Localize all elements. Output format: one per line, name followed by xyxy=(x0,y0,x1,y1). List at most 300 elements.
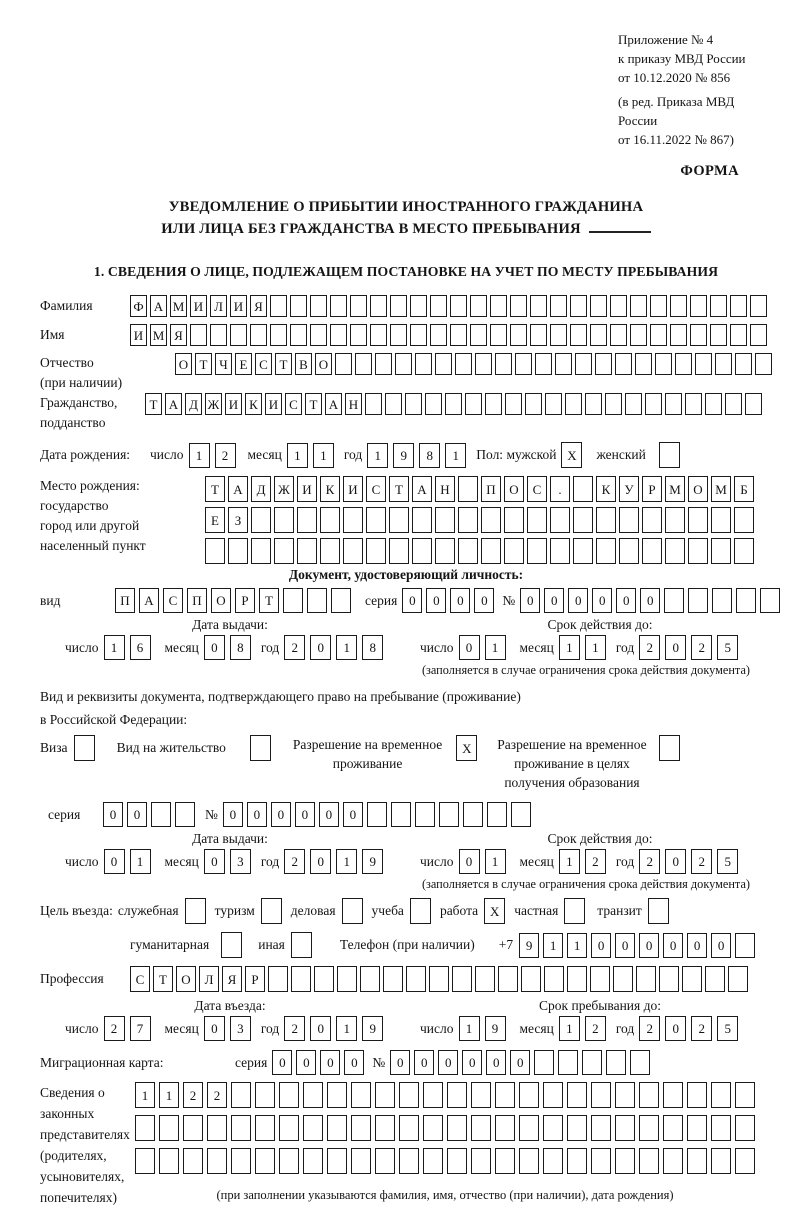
doc-valid-year[interactable] xyxy=(639,635,738,660)
char-cell[interactable]: 1 xyxy=(313,443,334,468)
purpose-private-checkbox[interactable] xyxy=(564,898,585,924)
char-cell[interactable] xyxy=(342,898,363,924)
char-cell[interactable]: О xyxy=(688,476,708,502)
migration-series-cells[interactable] xyxy=(272,1050,364,1075)
char-cell[interactable] xyxy=(543,1115,563,1141)
char-cell[interactable]: 0 xyxy=(204,1016,225,1041)
char-cell[interactable] xyxy=(690,324,707,346)
surname-cells[interactable] xyxy=(130,295,767,317)
char-cell[interactable] xyxy=(665,393,682,415)
char-cell[interactable]: 1 xyxy=(336,1016,357,1041)
birth-place-cells-row1[interactable] xyxy=(205,476,754,502)
char-cell[interactable] xyxy=(410,898,431,924)
char-cell[interactable] xyxy=(135,1115,155,1141)
char-cell[interactable] xyxy=(735,933,755,958)
char-cell[interactable] xyxy=(452,966,472,992)
char-cell[interactable]: С xyxy=(255,353,272,375)
char-cell[interactable] xyxy=(504,507,524,533)
char-cell[interactable] xyxy=(343,538,363,564)
char-cell[interactable] xyxy=(675,353,692,375)
char-cell[interactable] xyxy=(327,1148,347,1174)
char-cell[interactable] xyxy=(595,353,612,375)
char-cell[interactable] xyxy=(535,353,552,375)
char-cell[interactable] xyxy=(274,507,294,533)
char-cell[interactable]: 0 xyxy=(639,933,659,958)
char-cell[interactable] xyxy=(390,295,407,317)
char-cell[interactable]: 0 xyxy=(510,1050,530,1075)
char-cell[interactable]: 0 xyxy=(204,635,225,660)
char-cell[interactable] xyxy=(290,324,307,346)
char-cell[interactable] xyxy=(251,538,271,564)
birth-place-cells-row2[interactable] xyxy=(205,507,754,533)
char-cell[interactable] xyxy=(527,538,547,564)
char-cell[interactable] xyxy=(250,324,267,346)
char-cell[interactable] xyxy=(343,507,363,533)
char-cell[interactable] xyxy=(665,538,685,564)
char-cell[interactable]: 1 xyxy=(189,443,210,468)
char-cell[interactable] xyxy=(207,1115,227,1141)
char-cell[interactable] xyxy=(320,538,340,564)
char-cell[interactable] xyxy=(430,324,447,346)
char-cell[interactable] xyxy=(630,1050,650,1075)
char-cell[interactable]: 0 xyxy=(390,1050,410,1075)
char-cell[interactable] xyxy=(590,324,607,346)
char-cell[interactable] xyxy=(619,538,639,564)
char-cell[interactable] xyxy=(688,588,708,613)
char-cell[interactable]: 0 xyxy=(295,802,315,827)
char-cell[interactable] xyxy=(471,1082,491,1108)
char-cell[interactable] xyxy=(458,476,478,502)
char-cell[interactable] xyxy=(279,1115,299,1141)
char-cell[interactable]: 1 xyxy=(159,1082,179,1108)
char-cell[interactable] xyxy=(481,538,501,564)
char-cell[interactable] xyxy=(221,932,242,958)
char-cell[interactable] xyxy=(389,538,409,564)
char-cell[interactable] xyxy=(74,735,95,761)
char-cell[interactable] xyxy=(423,1115,443,1141)
char-cell[interactable] xyxy=(485,393,502,415)
char-cell[interactable] xyxy=(687,1082,707,1108)
purpose-work-checkbox[interactable] xyxy=(484,898,505,924)
char-cell[interactable] xyxy=(183,1115,203,1141)
char-cell[interactable] xyxy=(481,507,501,533)
char-cell[interactable]: З xyxy=(228,507,248,533)
char-cell[interactable]: И xyxy=(130,324,147,346)
purpose-tourism-checkbox[interactable] xyxy=(261,898,282,924)
purpose-transit-checkbox[interactable] xyxy=(648,898,669,924)
char-cell[interactable] xyxy=(159,1115,179,1141)
char-cell[interactable]: О xyxy=(504,476,524,502)
char-cell[interactable]: 1 xyxy=(559,849,580,874)
char-cell[interactable] xyxy=(423,1148,443,1174)
char-cell[interactable] xyxy=(735,353,752,375)
edu-residence-checkbox[interactable] xyxy=(659,735,680,761)
char-cell[interactable] xyxy=(710,295,727,317)
char-cell[interactable] xyxy=(291,932,312,958)
char-cell[interactable] xyxy=(399,1082,419,1108)
char-cell[interactable]: 2 xyxy=(691,849,712,874)
char-cell[interactable] xyxy=(251,507,271,533)
char-cell[interactable] xyxy=(250,735,271,761)
char-cell[interactable]: О xyxy=(315,353,332,375)
char-cell[interactable] xyxy=(391,802,411,827)
char-cell[interactable] xyxy=(663,1148,683,1174)
char-cell[interactable] xyxy=(303,1115,323,1141)
doc-series-cells[interactable] xyxy=(402,588,494,613)
char-cell[interactable]: 0 xyxy=(414,1050,434,1075)
purpose-business-checkbox[interactable] xyxy=(342,898,363,924)
char-cell[interactable]: 0 xyxy=(272,1050,292,1075)
char-cell[interactable] xyxy=(429,966,449,992)
char-cell[interactable] xyxy=(567,1082,587,1108)
char-cell[interactable] xyxy=(639,1148,659,1174)
char-cell[interactable]: 0 xyxy=(486,1050,506,1075)
char-cell[interactable] xyxy=(655,353,672,375)
char-cell[interactable]: 0 xyxy=(104,849,125,874)
char-cell[interactable] xyxy=(463,802,483,827)
char-cell[interactable] xyxy=(688,538,708,564)
char-cell[interactable]: 9 xyxy=(362,1016,383,1041)
char-cell[interactable]: О xyxy=(211,588,231,613)
char-cell[interactable] xyxy=(439,802,459,827)
char-cell[interactable] xyxy=(534,1050,554,1075)
char-cell[interactable] xyxy=(558,1050,578,1075)
char-cell[interactable] xyxy=(370,324,387,346)
char-cell[interactable]: 0 xyxy=(663,933,683,958)
char-cell[interactable] xyxy=(504,538,524,564)
char-cell[interactable] xyxy=(470,295,487,317)
char-cell[interactable]: 0 xyxy=(127,802,147,827)
char-cell[interactable]: 1 xyxy=(567,933,587,958)
char-cell[interactable] xyxy=(663,1082,683,1108)
char-cell[interactable]: 2 xyxy=(585,849,606,874)
char-cell[interactable]: 5 xyxy=(717,849,738,874)
char-cell[interactable] xyxy=(351,1082,371,1108)
char-cell[interactable] xyxy=(370,295,387,317)
char-cell[interactable] xyxy=(205,538,225,564)
entry-day[interactable] xyxy=(104,1016,151,1041)
char-cell[interactable]: Л xyxy=(199,966,219,992)
char-cell[interactable]: О xyxy=(176,966,196,992)
char-cell[interactable] xyxy=(327,1082,347,1108)
doc-valid-day[interactable] xyxy=(459,635,506,660)
char-cell[interactable]: М xyxy=(711,476,731,502)
char-cell[interactable] xyxy=(735,1082,755,1108)
char-cell[interactable]: Б xyxy=(734,476,754,502)
char-cell[interactable] xyxy=(648,898,669,924)
residence-issue-month[interactable] xyxy=(204,849,251,874)
stay-month[interactable] xyxy=(559,1016,606,1041)
char-cell[interactable]: У xyxy=(619,476,639,502)
char-cell[interactable] xyxy=(711,507,731,533)
char-cell[interactable] xyxy=(596,507,616,533)
char-cell[interactable] xyxy=(735,1115,755,1141)
char-cell[interactable]: 9 xyxy=(362,849,383,874)
char-cell[interactable] xyxy=(750,324,767,346)
char-cell[interactable]: 0 xyxy=(615,933,635,958)
char-cell[interactable]: 0 xyxy=(665,1016,686,1041)
char-cell[interactable] xyxy=(405,393,422,415)
char-cell[interactable]: X xyxy=(456,735,477,761)
char-cell[interactable] xyxy=(613,966,633,992)
char-cell[interactable]: 0 xyxy=(319,802,339,827)
char-cell[interactable]: А xyxy=(139,588,159,613)
char-cell[interactable] xyxy=(590,966,610,992)
char-cell[interactable]: 2 xyxy=(183,1082,203,1108)
char-cell[interactable]: 0 xyxy=(592,588,612,613)
char-cell[interactable] xyxy=(596,538,616,564)
char-cell[interactable]: Я xyxy=(222,966,242,992)
char-cell[interactable] xyxy=(610,324,627,346)
char-cell[interactable] xyxy=(375,353,392,375)
char-cell[interactable]: Т xyxy=(389,476,409,502)
char-cell[interactable] xyxy=(412,507,432,533)
char-cell[interactable]: С xyxy=(527,476,547,502)
char-cell[interactable]: Л xyxy=(210,295,227,317)
char-cell[interactable] xyxy=(327,1115,347,1141)
char-cell[interactable] xyxy=(510,295,527,317)
char-cell[interactable] xyxy=(399,1148,419,1174)
char-cell[interactable]: 0 xyxy=(310,635,331,660)
char-cell[interactable] xyxy=(375,1082,395,1108)
char-cell[interactable] xyxy=(567,1115,587,1141)
char-cell[interactable]: 9 xyxy=(519,933,539,958)
char-cell[interactable]: 1 xyxy=(104,635,125,660)
char-cell[interactable] xyxy=(279,1148,299,1174)
char-cell[interactable] xyxy=(705,393,722,415)
char-cell[interactable] xyxy=(389,507,409,533)
char-cell[interactable]: Я xyxy=(250,295,267,317)
char-cell[interactable]: 9 xyxy=(393,443,414,468)
char-cell[interactable]: Ч xyxy=(215,353,232,375)
char-cell[interactable] xyxy=(545,393,562,415)
char-cell[interactable]: 0 xyxy=(665,635,686,660)
char-cell[interactable] xyxy=(573,538,593,564)
char-cell[interactable]: Т xyxy=(259,588,279,613)
char-cell[interactable] xyxy=(590,295,607,317)
doc-issue-year[interactable] xyxy=(284,635,383,660)
char-cell[interactable]: А xyxy=(228,476,248,502)
char-cell[interactable]: И xyxy=(297,476,317,502)
char-cell[interactable]: Д xyxy=(185,393,202,415)
char-cell[interactable]: Н xyxy=(435,476,455,502)
char-cell[interactable] xyxy=(283,588,303,613)
char-cell[interactable] xyxy=(519,1082,539,1108)
char-cell[interactable] xyxy=(570,324,587,346)
residence-valid-month[interactable] xyxy=(559,849,606,874)
char-cell[interactable]: 0 xyxy=(711,933,731,958)
char-cell[interactable] xyxy=(715,353,732,375)
char-cell[interactable]: М xyxy=(170,295,187,317)
char-cell[interactable]: П xyxy=(187,588,207,613)
char-cell[interactable] xyxy=(351,1148,371,1174)
char-cell[interactable] xyxy=(688,507,708,533)
char-cell[interactable]: Е xyxy=(235,353,252,375)
char-cell[interactable] xyxy=(230,324,247,346)
char-cell[interactable] xyxy=(519,1148,539,1174)
char-cell[interactable] xyxy=(395,353,412,375)
char-cell[interactable] xyxy=(490,295,507,317)
char-cell[interactable] xyxy=(495,353,512,375)
char-cell[interactable]: 2 xyxy=(585,1016,606,1041)
char-cell[interactable]: 2 xyxy=(284,635,305,660)
char-cell[interactable]: 1 xyxy=(336,635,357,660)
char-cell[interactable] xyxy=(159,1148,179,1174)
representatives-cells-row2[interactable] xyxy=(135,1115,755,1141)
residence-issue-year[interactable] xyxy=(284,849,383,874)
char-cell[interactable] xyxy=(712,588,732,613)
char-cell[interactable] xyxy=(335,353,352,375)
char-cell[interactable]: 0 xyxy=(520,588,540,613)
char-cell[interactable] xyxy=(228,538,248,564)
char-cell[interactable] xyxy=(399,1115,419,1141)
char-cell[interactable] xyxy=(415,802,435,827)
char-cell[interactable] xyxy=(495,1115,515,1141)
char-cell[interactable]: 1 xyxy=(367,443,388,468)
char-cell[interactable]: 2 xyxy=(691,635,712,660)
char-cell[interactable] xyxy=(519,1115,539,1141)
residence-permit-checkbox[interactable] xyxy=(250,735,271,761)
char-cell[interactable] xyxy=(615,1082,635,1108)
char-cell[interactable]: 0 xyxy=(204,849,225,874)
char-cell[interactable] xyxy=(639,1115,659,1141)
char-cell[interactable]: 0 xyxy=(426,588,446,613)
char-cell[interactable] xyxy=(659,966,679,992)
char-cell[interactable] xyxy=(366,538,386,564)
char-cell[interactable] xyxy=(591,1082,611,1108)
char-cell[interactable] xyxy=(728,966,748,992)
char-cell[interactable]: Ф xyxy=(130,295,147,317)
char-cell[interactable] xyxy=(665,507,685,533)
char-cell[interactable] xyxy=(425,393,442,415)
char-cell[interactable] xyxy=(375,1148,395,1174)
char-cell[interactable] xyxy=(310,295,327,317)
char-cell[interactable] xyxy=(530,324,547,346)
birth-year-cells[interactable] xyxy=(367,443,466,468)
doc-issue-month[interactable] xyxy=(204,635,251,660)
residence-issue-day[interactable] xyxy=(104,849,151,874)
char-cell[interactable] xyxy=(650,295,667,317)
char-cell[interactable]: М xyxy=(150,324,167,346)
char-cell[interactable] xyxy=(670,324,687,346)
char-cell[interactable]: Р xyxy=(235,588,255,613)
char-cell[interactable] xyxy=(423,1082,443,1108)
char-cell[interactable] xyxy=(455,353,472,375)
char-cell[interactable]: 2 xyxy=(639,849,660,874)
char-cell[interactable] xyxy=(615,1148,635,1174)
char-cell[interactable]: 0 xyxy=(474,588,494,613)
char-cell[interactable] xyxy=(270,295,287,317)
char-cell[interactable] xyxy=(135,1148,155,1174)
char-cell[interactable] xyxy=(573,507,593,533)
char-cell[interactable] xyxy=(635,353,652,375)
char-cell[interactable] xyxy=(279,1082,299,1108)
char-cell[interactable] xyxy=(366,507,386,533)
char-cell[interactable] xyxy=(450,295,467,317)
char-cell[interactable] xyxy=(495,1148,515,1174)
char-cell[interactable] xyxy=(711,1148,731,1174)
char-cell[interactable]: А xyxy=(412,476,432,502)
char-cell[interactable] xyxy=(385,393,402,415)
char-cell[interactable] xyxy=(297,507,317,533)
char-cell[interactable]: Д xyxy=(251,476,271,502)
char-cell[interactable]: 0 xyxy=(568,588,588,613)
char-cell[interactable] xyxy=(175,802,195,827)
char-cell[interactable] xyxy=(475,353,492,375)
char-cell[interactable]: 2 xyxy=(207,1082,227,1108)
char-cell[interactable]: П xyxy=(115,588,135,613)
char-cell[interactable]: М xyxy=(665,476,685,502)
purpose-official-checkbox[interactable] xyxy=(185,898,206,924)
char-cell[interactable] xyxy=(270,324,287,346)
char-cell[interactable]: 1 xyxy=(445,443,466,468)
char-cell[interactable] xyxy=(412,538,432,564)
char-cell[interactable]: 0 xyxy=(687,933,707,958)
char-cell[interactable] xyxy=(487,802,507,827)
char-cell[interactable] xyxy=(471,1115,491,1141)
char-cell[interactable] xyxy=(636,966,656,992)
char-cell[interactable] xyxy=(447,1115,467,1141)
char-cell[interactable] xyxy=(458,538,478,564)
char-cell[interactable] xyxy=(367,802,387,827)
doc-number-cells[interactable] xyxy=(520,588,780,613)
char-cell[interactable]: Т xyxy=(205,476,225,502)
char-cell[interactable]: 0 xyxy=(640,588,660,613)
char-cell[interactable]: 0 xyxy=(462,1050,482,1075)
char-cell[interactable]: Е xyxy=(205,507,225,533)
char-cell[interactable]: 0 xyxy=(320,1050,340,1075)
phone-cells[interactable] xyxy=(519,933,755,958)
char-cell[interactable]: 0 xyxy=(665,849,686,874)
char-cell[interactable] xyxy=(268,966,288,992)
entry-year[interactable] xyxy=(284,1016,383,1041)
char-cell[interactable] xyxy=(695,353,712,375)
char-cell[interactable]: Т xyxy=(195,353,212,375)
char-cell[interactable] xyxy=(570,295,587,317)
char-cell[interactable] xyxy=(430,295,447,317)
char-cell[interactable]: О xyxy=(175,353,192,375)
char-cell[interactable] xyxy=(663,1115,683,1141)
char-cell[interactable] xyxy=(710,324,727,346)
char-cell[interactable] xyxy=(231,1082,251,1108)
char-cell[interactable]: 0 xyxy=(450,588,470,613)
char-cell[interactable] xyxy=(447,1082,467,1108)
char-cell[interactable]: 0 xyxy=(296,1050,316,1075)
patronymic-cells[interactable] xyxy=(175,353,772,375)
temp-residence-checkbox[interactable] xyxy=(456,735,477,761)
birth-place-cells-row3[interactable] xyxy=(205,538,754,564)
char-cell[interactable] xyxy=(687,1115,707,1141)
char-cell[interactable] xyxy=(231,1115,251,1141)
char-cell[interactable] xyxy=(521,966,541,992)
char-cell[interactable]: К xyxy=(245,393,262,415)
char-cell[interactable]: 2 xyxy=(284,849,305,874)
char-cell[interactable] xyxy=(711,538,731,564)
char-cell[interactable]: 1 xyxy=(336,849,357,874)
char-cell[interactable]: 3 xyxy=(230,849,251,874)
char-cell[interactable] xyxy=(303,1148,323,1174)
char-cell[interactable] xyxy=(619,507,639,533)
char-cell[interactable] xyxy=(525,393,542,415)
char-cell[interactable] xyxy=(730,324,747,346)
char-cell[interactable]: 1 xyxy=(287,443,308,468)
char-cell[interactable] xyxy=(642,507,662,533)
char-cell[interactable] xyxy=(307,588,327,613)
char-cell[interactable] xyxy=(255,1082,275,1108)
char-cell[interactable]: 0 xyxy=(459,849,480,874)
char-cell[interactable] xyxy=(585,393,602,415)
char-cell[interactable] xyxy=(330,295,347,317)
